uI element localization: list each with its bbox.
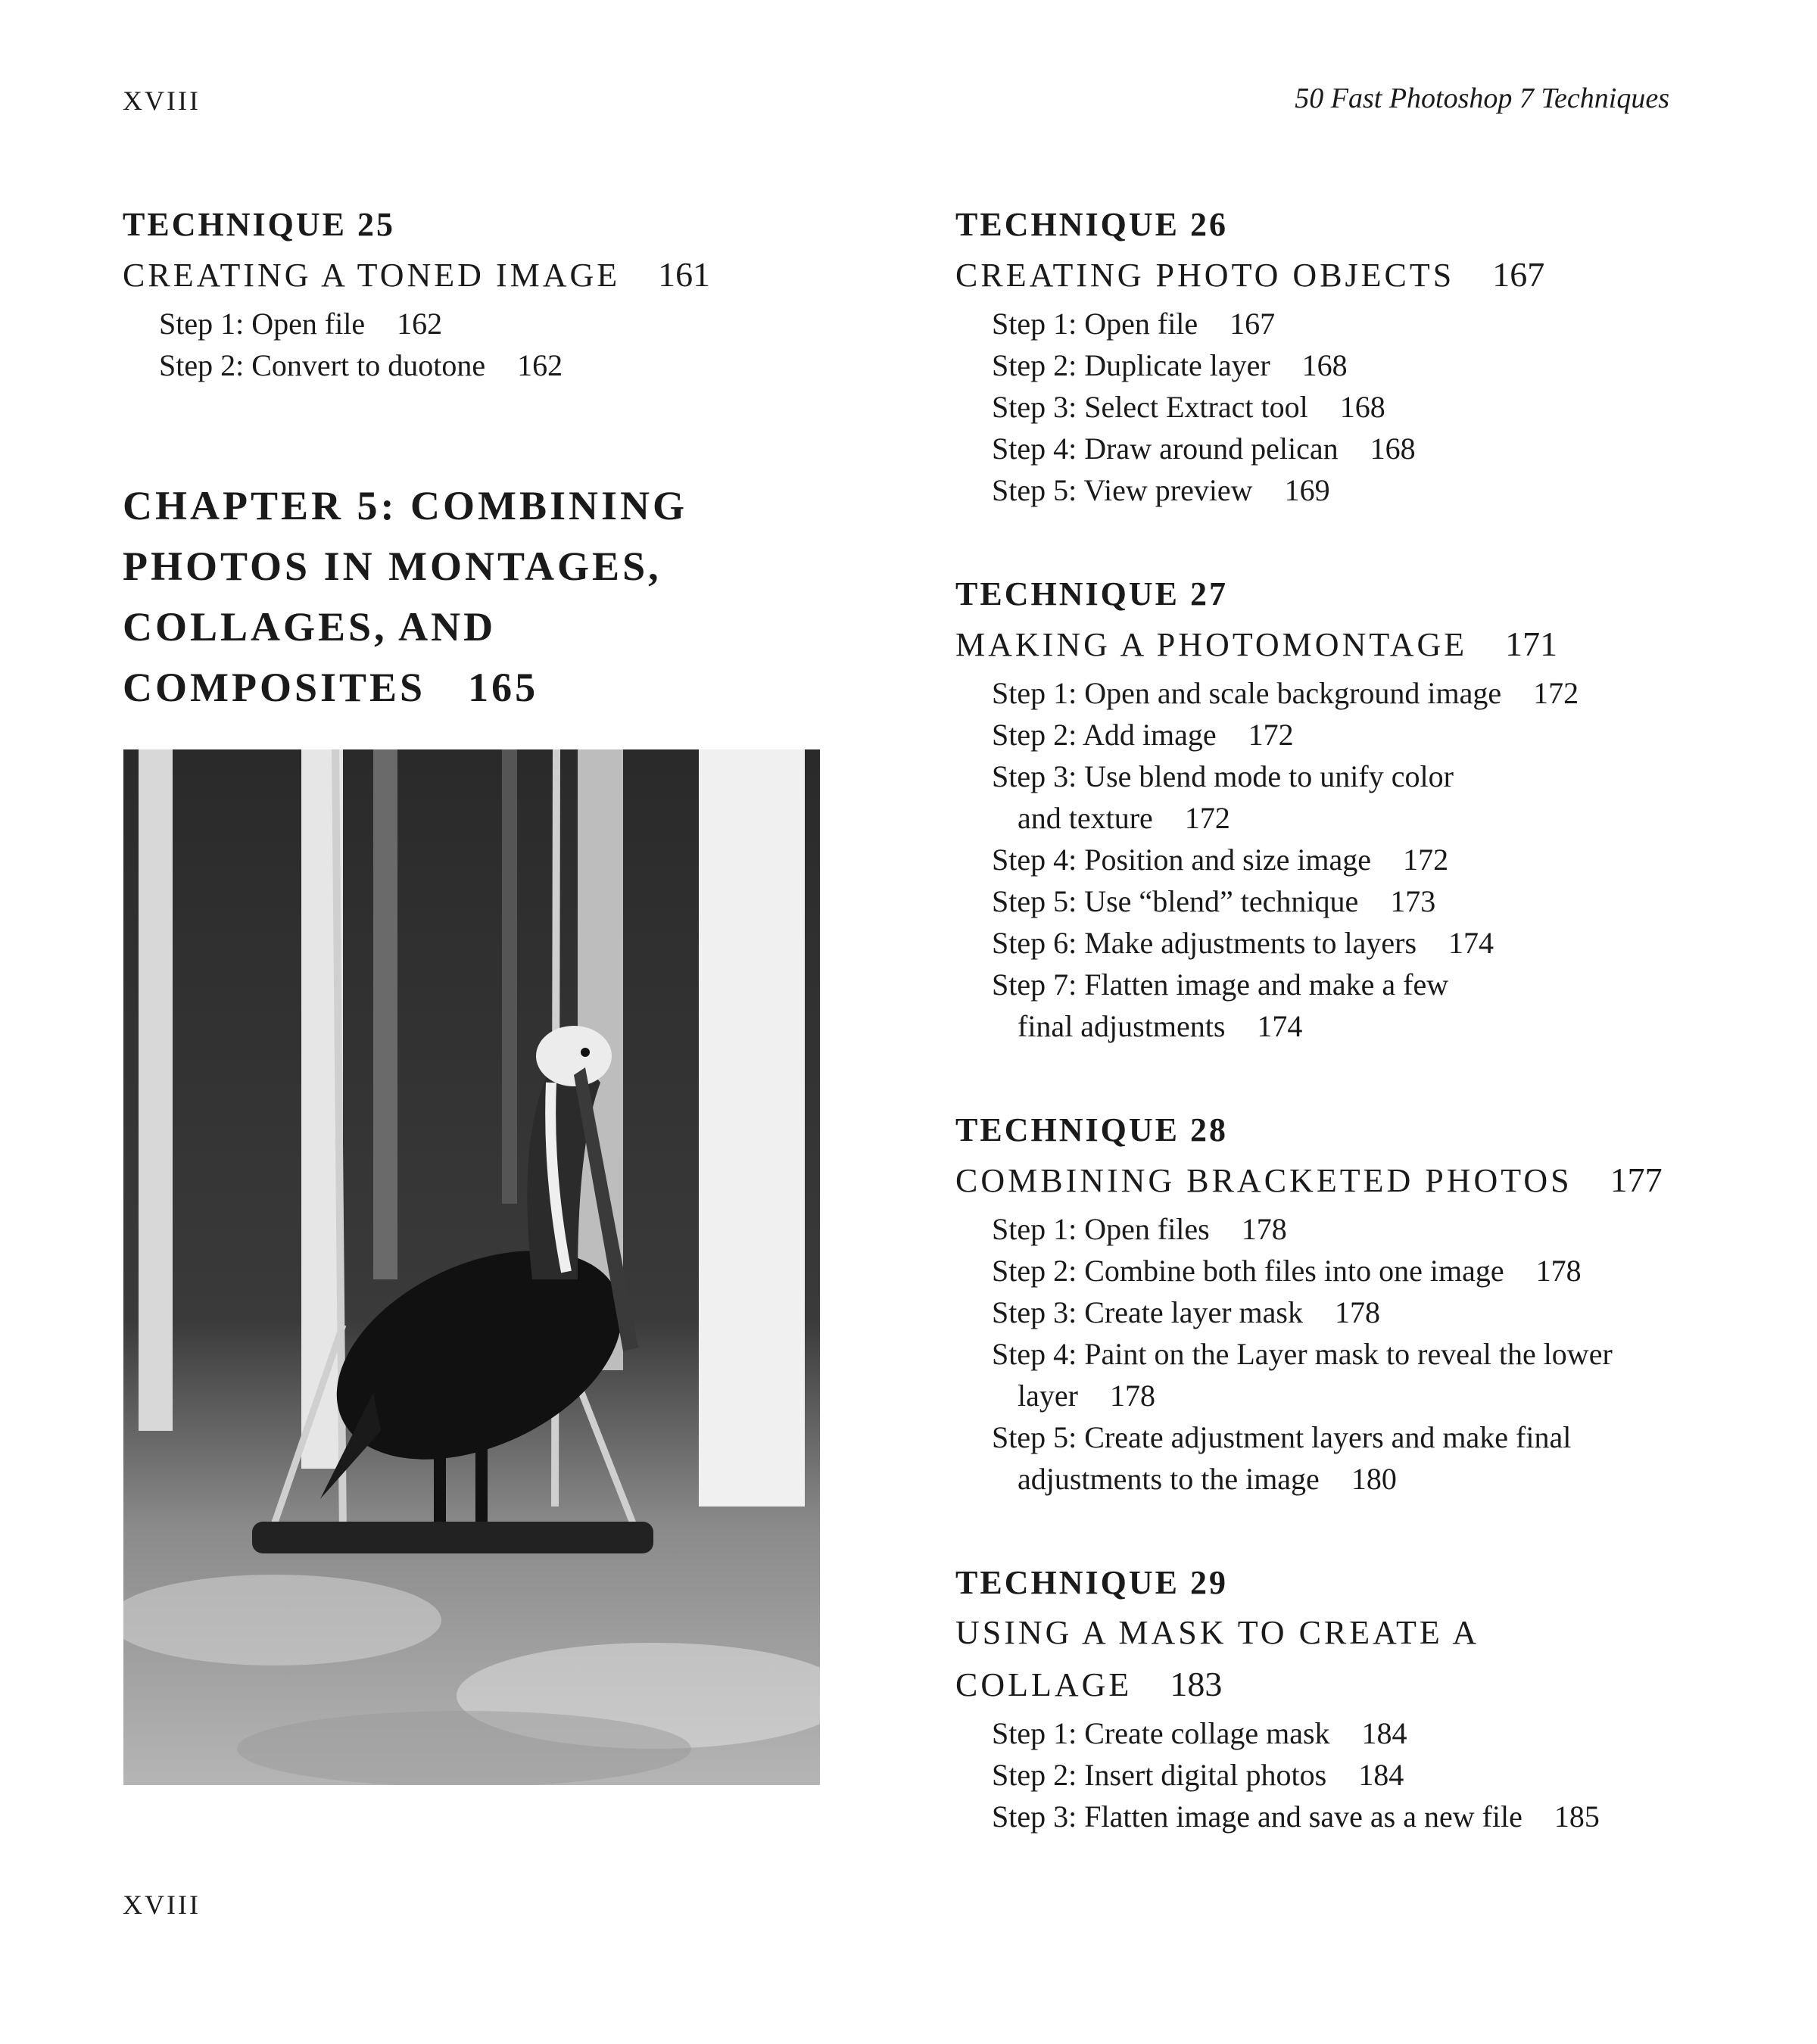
technique-page-number: 183 (1170, 1665, 1223, 1703)
technique-label: TECHNIQUE 25 (123, 206, 395, 243)
step-text: Step 6: Make adjustments to layers (992, 926, 1417, 960)
technique-page-number: 167 (1492, 255, 1545, 294)
technique-title-text: MAKING A PHOTOMONTAGE (955, 626, 1468, 663)
toc-left-column (123, 201, 842, 718)
step-list (992, 1208, 1713, 1500)
step-page-number: 178 (1241, 1212, 1287, 1246)
step-page-number: 168 (1370, 432, 1416, 466)
toc-technique-27 (955, 570, 1713, 1047)
step-text: Step 5: View preview (992, 473, 1253, 507)
step-text: Step 4: Draw around pelican (992, 432, 1339, 466)
toc-right-column (955, 201, 1713, 1837)
technique-title-text: COMBINING BRACKETED PHOTOS (955, 1162, 1572, 1199)
toc-technique-29 (955, 1559, 1713, 1837)
step-text: Step 2: Convert to duotone (159, 348, 486, 382)
toc-technique-28 (955, 1106, 1713, 1500)
step-list (992, 303, 1713, 511)
step-page-number: 172 (1248, 718, 1294, 752)
step-page-number: 172 (1403, 843, 1449, 877)
step-item[interactable] (992, 469, 1713, 511)
step-text-continued: final adjustments 174 (1018, 1009, 1303, 1043)
step-text: Step 3: Flatten image and save as a new file (992, 1799, 1522, 1834)
step-page-number: 180 (1351, 1462, 1397, 1496)
step-text: Step 1: Open and scale background image (992, 676, 1502, 710)
step-text-continued: layer 178 (1018, 1379, 1155, 1413)
step-text: Step 3: Select Extract tool (992, 390, 1308, 424)
technique-title[interactable] (955, 1154, 1713, 1207)
step-list (159, 303, 842, 386)
step-text: Step 5: Create adjustment layers and make final (992, 1420, 1572, 1454)
step-page-number: 185 (1554, 1799, 1600, 1834)
step-item[interactable] (992, 714, 1713, 756)
step-text: Step 1: Open files (992, 1212, 1210, 1246)
chapter-heading[interactable] (123, 475, 743, 718)
technique-title-text: CREATING A TONED IMAGE (123, 257, 621, 294)
step-item[interactable] (992, 1250, 1713, 1292)
step-page-number: 162 (517, 348, 563, 382)
toc-technique-26 (955, 201, 1713, 511)
step-item[interactable] (992, 839, 1713, 880)
step-page-number: 174 (1257, 1009, 1303, 1043)
step-item[interactable] (992, 1416, 1713, 1500)
step-text: Step 1: Open file (992, 307, 1198, 341)
technique-title[interactable] (955, 1607, 1501, 1711)
step-text: Step 2: Combine both files into one image (992, 1254, 1504, 1288)
step-item[interactable] (992, 1754, 1713, 1796)
step-text: Step 4: Paint on the Layer mask to reveal the lower (992, 1337, 1613, 1371)
step-text: Step 2: Add image (992, 718, 1217, 752)
step-page-number: 167 (1230, 307, 1276, 341)
running-head-page-number: XVIII (123, 86, 201, 116)
step-page-number: 169 (1284, 473, 1330, 507)
technique-title[interactable] (955, 249, 1713, 301)
step-text: Step 1: Open file (159, 307, 366, 341)
step-page-number: 173 (1390, 884, 1436, 918)
step-item[interactable] (992, 344, 1713, 386)
step-text: Step 2: Insert digital photos (992, 1758, 1327, 1792)
pelican-on-swing-photo (123, 749, 820, 1785)
step-page-number: 178 (1109, 1379, 1155, 1413)
technique-label: TECHNIQUE 27 (955, 575, 1228, 612)
step-text: Step 7: Flatten image and make a few (992, 967, 1449, 1002)
step-list (992, 672, 1713, 1047)
technique-page-number: 177 (1610, 1161, 1663, 1199)
step-item[interactable] (992, 964, 1713, 1047)
chapter-page-number: 165 (468, 665, 539, 710)
technique-title[interactable] (123, 249, 842, 301)
step-item[interactable] (992, 922, 1713, 964)
technique-page-number: 161 (658, 255, 711, 294)
technique-label: TECHNIQUE 26 (955, 206, 1228, 243)
technique-title-text: CREATING PHOTO OBJECTS (955, 257, 1455, 294)
step-page-number: 168 (1339, 390, 1385, 424)
step-item[interactable] (992, 428, 1713, 469)
step-item[interactable] (992, 672, 1713, 714)
step-item[interactable] (992, 1333, 1713, 1416)
toc-technique-25 (123, 201, 842, 386)
step-text: Step 1: Create collage mask (992, 1716, 1330, 1750)
step-text: Step 2: Duplicate layer (992, 348, 1270, 382)
step-text: Step 4: Position and size image (992, 843, 1372, 877)
step-page-number: 174 (1448, 926, 1494, 960)
step-text-continued: and texture 172 (1018, 801, 1230, 835)
step-text-continued: adjustments to the image 180 (1018, 1462, 1397, 1496)
step-list (992, 1712, 1713, 1837)
step-page-number: 162 (397, 307, 443, 341)
step-item[interactable] (992, 1292, 1713, 1333)
technique-title[interactable] (955, 618, 1713, 671)
step-text: Step 5: Use “blend” technique (992, 884, 1359, 918)
step-item[interactable] (159, 303, 842, 344)
step-text: Step 3: Create layer mask (992, 1295, 1303, 1329)
step-page-number: 178 (1334, 1295, 1380, 1329)
step-page-number: 184 (1361, 1716, 1407, 1750)
technique-title-text: USING A MASK TO CREATE A COLLAGE (955, 1614, 1478, 1703)
step-item[interactable] (992, 880, 1713, 922)
technique-page-number: 171 (1505, 625, 1558, 663)
photo-illustration (123, 749, 820, 1785)
step-item[interactable] (992, 386, 1713, 428)
technique-label: TECHNIQUE 28 (955, 1111, 1228, 1148)
step-text: Step 3: Use blend mode to unify color (992, 759, 1454, 793)
step-item[interactable] (992, 756, 1713, 839)
running-head-book-title: 50 Fast Photoshop 7 Techniques (1295, 83, 1669, 114)
step-page-number: 184 (1358, 1758, 1404, 1792)
step-page-number: 172 (1533, 676, 1579, 710)
step-item[interactable] (159, 344, 842, 386)
footer-page-number: XVIII (123, 1890, 201, 1920)
step-page-number: 172 (1184, 801, 1230, 835)
step-item[interactable] (992, 303, 1713, 344)
step-item[interactable] (992, 1712, 1713, 1754)
step-page-number: 168 (1301, 348, 1348, 382)
chapter-title: CHAPTER 5: COMBINING PHOTOS IN MONTAGES, COLLAGES, AND COMPOSITES (123, 483, 688, 710)
technique-label: TECHNIQUE 29 (955, 1564, 1228, 1601)
step-page-number: 178 (1535, 1254, 1582, 1288)
step-item[interactable] (992, 1208, 1713, 1250)
step-item[interactable] (992, 1796, 1713, 1837)
